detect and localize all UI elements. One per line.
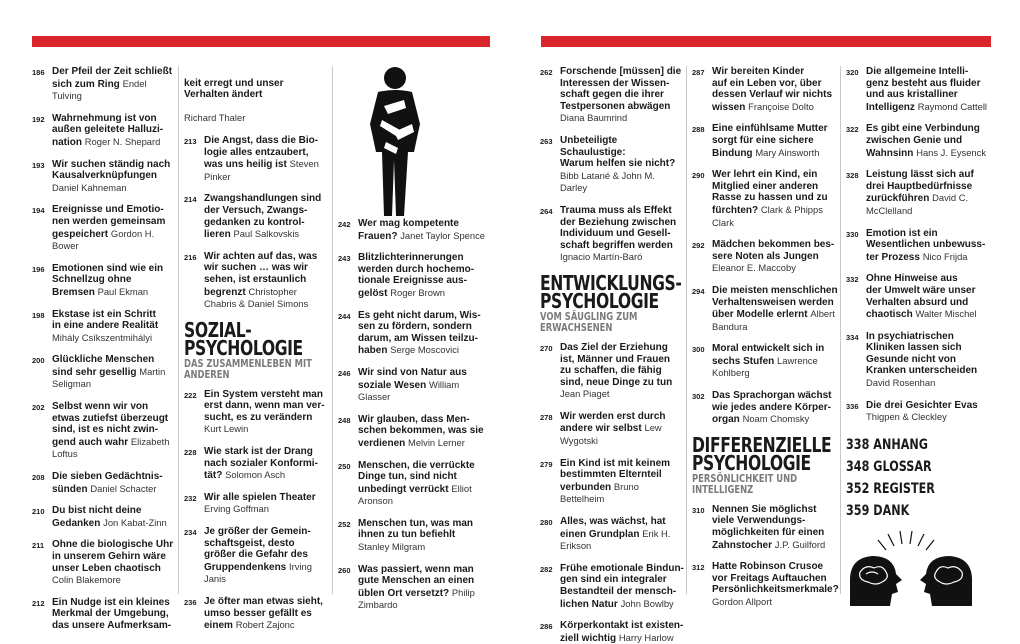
toc-entry-title (358, 310, 488, 357)
toc-entry-title (560, 205, 684, 264)
toc-entry-title-text: Die sieben Gedächtnis- sünden (52, 471, 163, 495)
toc-entry-title-text: Die drei Gesichter Evas (866, 399, 978, 411)
toc-entry-title-text: Ohne die biologische Uhr in unserem Gehirn wäre unser Leben chaotisch (52, 539, 174, 574)
toc-entry-author: Stanley Milgram (358, 541, 426, 553)
toc-entry-title (866, 169, 996, 217)
toc-entry[interactable] (692, 504, 838, 551)
toc-entry-author: Solomon Asch (225, 469, 286, 481)
toc-entry[interactable] (540, 342, 684, 401)
toc-entry[interactable] (692, 390, 838, 426)
toc-entry-author: Melvin Lerner (408, 436, 465, 448)
toc-entry[interactable] (32, 159, 176, 195)
toc-entry-author: Eleanor E. Maccoby (712, 262, 796, 274)
page-number: 334 (846, 332, 859, 342)
endmatter-register[interactable]: 352 REGISTER (846, 480, 935, 497)
toc-entry-author: Endel Tulving (52, 77, 147, 102)
toc-entry-title (866, 400, 996, 424)
toc-entry-title-text: Eine einfühlsame Mutter sorgt für eine sichere Bindung (712, 123, 828, 159)
toc-entry-title (52, 309, 176, 345)
toc-entry-title-text: Mädchen bekommen bes- sere Noten als Jungen (712, 239, 835, 262)
toc-entry-title-text: Unbeteiligte Schaulustige: Warum helfen sie nicht? (560, 134, 676, 170)
toc-entry-author: Albert Bandura (712, 308, 835, 332)
toc-entry-title-text: Moral entwickelt sich in sechs Stufen (712, 343, 825, 367)
toc-entry-title (204, 492, 330, 516)
toc-entry-author: David Rosenhan (866, 377, 936, 389)
toc-entry[interactable] (184, 193, 330, 240)
toc-entry-title-text: Menschen, die verrückte Dinge tun, sind nicht unbedingt verrückt (358, 459, 475, 495)
toc-entry-continued[interactable] (184, 66, 330, 125)
toc-entry-author: Bibb Latané & John M. Darley (560, 169, 655, 194)
section-title: ENTWICKLUNGS- PSYCHOLOGIE (540, 270, 682, 313)
section-subtitle: VOM SÄUGLING ZUM ERWACHSENEN (540, 310, 638, 334)
page-number: 248 (338, 415, 351, 425)
page-number: 278 (540, 412, 553, 422)
toc-entry-title: keit erregt und unser Verhalten ändert (184, 77, 284, 101)
toc-entry-author: Richard Thaler (184, 112, 246, 124)
page-number: 287 (692, 68, 705, 77)
toc-entry[interactable] (540, 620, 684, 644)
toc-entry-author: Hans J. Eysenck (916, 146, 987, 158)
toc-entry[interactable] (184, 251, 330, 311)
toc-entry[interactable] (540, 411, 684, 448)
toc-entry[interactable] (184, 389, 330, 436)
page-number: 216 (184, 252, 197, 262)
toc-entry-author: Mihály Csíkszentmihályi (52, 331, 153, 343)
toc-entry-title (712, 66, 838, 113)
toc-entry[interactable] (540, 516, 684, 553)
toc-entry-author: Paul Salkovskis (233, 228, 300, 240)
toc-entry-title (52, 597, 176, 632)
toc-entry[interactable] (32, 66, 176, 103)
page-number: 232 (184, 493, 197, 503)
toc-entry-title (866, 331, 996, 390)
toc-entry-title-text: Es geht nicht darum, Wis- sen zu fördern, sondern darum, am Wissen teilzu- haben (358, 309, 481, 357)
toc-entry[interactable] (846, 228, 996, 264)
toc-entry[interactable] (692, 239, 838, 275)
toc-entry-author: Raymond Cattell (917, 100, 987, 112)
toc-entry-title-text: Wir suchen ständig nach Kausalverknüpfungen (52, 158, 171, 182)
toc-entry[interactable] (540, 66, 684, 125)
toc-entry-title (560, 458, 684, 506)
endmatter-glossar[interactable]: 348 GLOSSAR (846, 458, 932, 475)
toc-entry-author: Nico Frijda (922, 250, 968, 262)
toc-entry-author: Erik H. Erikson (560, 527, 671, 552)
red-header-bar-left (32, 36, 490, 47)
toc-entry-author: Lew Wygotski (560, 422, 662, 447)
page-number: 228 (184, 448, 197, 458)
toc-entry-title (52, 354, 176, 391)
page-number: 332 (846, 275, 859, 285)
toc-entry-title-text: Alles, was wächst, hat einen Grundplan (560, 516, 666, 540)
endmatter-dank[interactable]: 359 DANK (846, 502, 910, 519)
toc-entry[interactable] (846, 273, 996, 320)
endmatter-anhang[interactable]: 338 ANHANG (846, 436, 928, 453)
page-number: 193 (32, 160, 45, 170)
toc-entry-title-text: Je größer der Gemein- schaftsgeist, desto größer die Gefahr des Gruppendenkens (204, 526, 311, 573)
toc-entry-title (204, 135, 330, 183)
section-heading-sozialpsychologie (184, 317, 330, 381)
page-number: 192 (32, 114, 45, 124)
toc-entry-title-text: Glückliche Menschen sind sehr gesellig (52, 354, 155, 378)
toc-entry[interactable] (692, 561, 838, 608)
toc-entry-title (358, 460, 488, 508)
page-number: 330 (846, 229, 859, 239)
toc-entry-author: Daniel Kahneman (52, 181, 127, 193)
toc-entry-title (712, 239, 838, 275)
toc-entry-title-text: Emotion ist ein Wesentlichen unbewuss- ter Prozess (866, 227, 986, 263)
page-number: 288 (692, 125, 705, 135)
toc-entry-title-text: Frühe emotionale Bindun- gen sind ein integraler Bestandteil der mensch- lichen Natur (560, 562, 684, 610)
toc-entry[interactable] (32, 539, 176, 586)
toc-entry[interactable] (846, 331, 996, 390)
toc-entry-title (204, 251, 330, 311)
toc-entry-author: John Bowlby (620, 597, 674, 609)
toc-entry-author: Elliot Aronson (358, 482, 472, 507)
toc-entry[interactable] (184, 446, 330, 482)
toc-entry[interactable] (846, 66, 996, 113)
page-number: 262 (540, 68, 553, 77)
toc-entry-title-text: Zwangshandlungen sind der Versuch, Zwangs- gedanken zu kontrol- lieren (204, 193, 322, 241)
column-divider (178, 66, 179, 594)
toc-entry-title (866, 228, 996, 264)
toc-entry[interactable] (338, 518, 488, 554)
toc-entry-title (52, 159, 176, 195)
toc-entry-author: Kurt Lewin (204, 423, 249, 435)
toc-entry-title-text: Wir werden erst durch andere wir selbst (560, 410, 666, 435)
toc-entry-author: Roger Brown (390, 286, 445, 298)
toc-entry[interactable] (846, 123, 996, 159)
page-number: 270 (540, 343, 553, 353)
toc-entry-title (712, 169, 838, 229)
toc-entry-author: Gordon H. Bower (52, 227, 155, 252)
section-title: DIFFERENZIELLE PSYCHOLOGIE (692, 432, 832, 475)
toc-entry-author: Jon Kabat-Zinn (103, 516, 167, 528)
toc-entry-author: Mary Ainsworth (755, 146, 820, 158)
toc-entry-author: Steven Pinker (204, 158, 319, 182)
toc-entry-title (52, 113, 176, 149)
toc-entry-author: Christopher Chabris & Daniel Simons (204, 285, 309, 310)
endmatter-list (846, 434, 996, 522)
page-number: 200 (32, 356, 45, 366)
toc-entry-title (358, 252, 488, 299)
red-header-bar-right (541, 36, 991, 47)
toc-entry-title-text: Leistung lässt sich auf drei Hauptbedürfnisse zurückführen (866, 169, 974, 205)
toc-entry-title-text: Ereignisse und Emotio- nen werden gemeinsam gespeichert (52, 204, 166, 240)
toc-entry[interactable] (184, 135, 330, 183)
toc-entry-title (866, 66, 996, 113)
page-number: 263 (540, 136, 553, 146)
toc-entry[interactable] (692, 285, 838, 333)
toc-entry-title-text: Wir glauben, dass Men- schen bekommen, was sie verdienen (358, 413, 484, 449)
toc-entry-author: Robert Zajonc (235, 619, 295, 631)
page-number: 282 (540, 564, 553, 574)
toc-entry-title (52, 263, 176, 299)
toc-entry-author: Noam Chomsky (742, 413, 810, 425)
toc-entry-title-text: Wir achten auf das, was wir suchen … was wir sehen, ist erstaunlich begrenzt (204, 250, 318, 298)
toc-entry-author: Jean Piaget (560, 388, 610, 400)
toc-entry[interactable] (184, 492, 330, 516)
toc-entry[interactable] (338, 564, 488, 612)
toc-entry-title-text: Was passiert, wenn man gute Menschen an einen üblen Ort versetzt? (358, 563, 475, 599)
toc-entry-author: Bruno Bettelheim (560, 480, 639, 505)
toc-entry[interactable] (540, 458, 684, 506)
toc-entry-author: Françoise Dolto (748, 100, 814, 112)
toc-entry-title-text: Wir bereiten Kinder auf ein Leben vor, über dessen Verlauf wir nichts wissen (712, 66, 833, 113)
toc-entry-title (560, 563, 684, 610)
toc-entry[interactable] (540, 205, 684, 264)
page-number: 246 (338, 368, 351, 378)
toc-entry-author: Diana Baumrind (560, 112, 628, 124)
toc-entry-author: Martin Seligman (52, 365, 166, 390)
toc-entry[interactable] (338, 310, 488, 357)
toc-entry[interactable] (692, 169, 838, 229)
toc-entry[interactable] (32, 354, 176, 391)
toc-entry-title (712, 561, 838, 608)
toc-entry-title-text: Emotionen sind wie ein Schnellzug ohne Bremsen (52, 262, 164, 298)
toc-entry-author: Serge Moscovici (390, 344, 460, 356)
toc-entry-author: Colin Blakemore (52, 574, 121, 586)
toc-entry-title (358, 564, 488, 612)
page-number: 279 (540, 459, 553, 469)
toc-column-3 (338, 66, 488, 611)
section-title: SOZIAL- PSYCHOLOGIE (184, 317, 303, 360)
toc-entry[interactable] (846, 169, 996, 217)
toc-entry-author: Clark & Phipps Clark (712, 203, 823, 228)
toc-entry-title-text: Wahrnehmung ist von außen geleitete Halluzi- nation (52, 112, 164, 148)
page-number: 243 (338, 254, 351, 264)
column-divider (686, 66, 687, 594)
toc-entry-author: Daniel Schacter (90, 482, 157, 494)
page-number: 186 (32, 68, 45, 77)
toc-entry-author: William Glasser (358, 378, 460, 403)
toc-entry[interactable] (32, 471, 176, 495)
toc-entry-title-text: Trauma muss als Effekt der Beziehung zwischen Individuum und Gesell- schaft begriffen werden (560, 204, 677, 251)
toc-entry-title (204, 526, 330, 586)
toc-entry[interactable] (32, 505, 176, 529)
page-number: 336 (846, 401, 859, 411)
page-number: 264 (540, 206, 553, 216)
toc-entry-title (560, 66, 684, 125)
page-number: 290 (692, 171, 705, 181)
page-number: 210 (32, 507, 45, 517)
toc-entry-title-text: Nennen Sie möglichst viele Verwendungs- möglichkeiten für einen Zahnstocher (712, 503, 825, 551)
page-number: 196 (32, 264, 45, 274)
toc-entry-title-text: Je öfter man etwas sieht, umso besser gefällt es einem (204, 596, 323, 632)
toc-entry-title-text: Wer mag kompetente Frauen? (358, 218, 459, 242)
toc-entry-title-text: Das Ziel der Erziehung ist, Männer und Frauen zu schaffen, die fähig sind, neue Dinge zu tun (560, 341, 673, 388)
toc-entry[interactable] (846, 400, 996, 424)
toc-entry-author: Lawrence Kohlberg (712, 354, 818, 379)
toc-entry-author: Harry Harlow (618, 631, 674, 643)
page-number: 234 (184, 528, 197, 538)
section-heading-differenzielle-psychologie (692, 432, 838, 496)
toc-entry-title-text: Körperkontakt ist existen- ziell wichtig (560, 620, 684, 644)
toc-entry-title-text: Das Sprachorgan wächst wie jedes andere Körper- organ (712, 390, 832, 426)
toc-entry-author: Paul Ekman (97, 285, 149, 297)
toc-entry[interactable] (32, 597, 176, 632)
page-number: 198 (32, 310, 45, 320)
toc-entry-author: Philip Zimbardo (358, 586, 475, 611)
page-number: 280 (540, 518, 553, 528)
toc-entry-title-text: Hatte Robinson Crusoe vor Freitags Auftauchen Persönlichkeitsmerkmale? (712, 561, 839, 596)
toc-entry[interactable] (184, 526, 330, 586)
toc-entry[interactable] (540, 563, 684, 610)
toc-entry-title (358, 367, 488, 404)
toc-entry-title (560, 620, 684, 644)
page-number: 194 (32, 206, 45, 216)
page-number: 244 (338, 311, 351, 321)
toc-entry-title (560, 342, 684, 401)
toc-entry[interactable] (32, 401, 176, 461)
toc-entry-title (204, 596, 330, 632)
toc-entry-title (52, 66, 176, 103)
page-number: 322 (846, 125, 859, 135)
toc-entry-title-text: Ein Nudge ist ein kleines Merkmal der Umgebung, das unsere Aufmerksam- (52, 596, 172, 631)
toc-entry-title (712, 123, 838, 159)
page-number: 222 (184, 390, 197, 400)
toc-entry-title (560, 516, 684, 553)
toc-entry-title (712, 343, 838, 380)
toc-entry-title (52, 401, 176, 461)
toc-entry[interactable] (338, 218, 488, 242)
toc-entry-title-text: Ekstase ist ein Schritt in eine andere Realität (52, 308, 159, 332)
toc-entry-author: Ignacio Martín-Baró (560, 251, 643, 263)
page-number: 294 (692, 286, 705, 296)
toc-entry[interactable] (32, 204, 176, 252)
toc-entry-title-text: Es gibt eine Verbindung zwischen Genie und Wahnsinn (866, 123, 980, 159)
page-number: 260 (338, 565, 351, 575)
toc-column-1 (32, 66, 176, 631)
column-divider (840, 66, 841, 594)
toc-entry-author: Roger N. Shepard (84, 135, 161, 147)
column-divider (332, 66, 333, 594)
page-number: 320 (846, 68, 859, 77)
page-number: 286 (540, 622, 553, 632)
toc-entry-title (358, 518, 488, 554)
page-number: 300 (692, 345, 705, 355)
toc-entry-title (52, 471, 176, 495)
page-number: 302 (692, 392, 705, 402)
toc-entry-author: Irving Janis (204, 560, 312, 585)
toc-entry-title-text: Wir sind von Natur aus soziale Wesen (358, 366, 467, 391)
toc-column-4 (540, 66, 684, 644)
toc-entry-author: Thigpen & Cleckley (866, 411, 947, 423)
silhouette-figure-icon (338, 66, 488, 218)
toc-entry-title-text: Wer lehrt ein Kind, ein Mitglied einer anderen Rasse zu hassen und zu fürchten? (712, 169, 828, 216)
toc-entry[interactable] (184, 596, 330, 632)
toc-entry-title (52, 204, 176, 252)
toc-entry-author: Erving Goffman (204, 503, 269, 515)
page-number: 250 (338, 461, 351, 471)
toc-entry[interactable] (32, 263, 176, 299)
toc-entry-author: J.P. Guilford (774, 538, 826, 550)
toc-entry[interactable] (338, 414, 488, 450)
page-number: 242 (338, 220, 351, 229)
two-heads-icon (846, 528, 996, 608)
toc-entry[interactable] (338, 460, 488, 508)
page-number: 236 (184, 598, 197, 607)
toc-entry-author: Walter Mischel (915, 308, 977, 320)
section-subtitle: DAS ZUSAMMENLEBEN MIT ANDEREN (184, 357, 312, 381)
toc-entry-title (358, 218, 488, 242)
toc-entry-title-text: In psychiatrischen Kliniken lassen sich Gesunde nicht von Kranken unterscheiden (866, 330, 978, 377)
toc-entry-title (52, 505, 176, 529)
page-number: 312 (692, 563, 705, 573)
toc-entry-title-text: Ohne Hinweise aus der Umwelt wäre unser Verhalten absurd und chaotisch (866, 273, 976, 321)
toc-entry-title (712, 285, 838, 333)
page-number: 211 (32, 541, 45, 551)
toc-entry-title-text: Ein System versteht man erst dann, wenn man ver- sucht, es zu verändern (204, 388, 325, 423)
toc-entry-title-text: Du bist nicht deine Gedanken (52, 505, 142, 529)
page-number: 213 (184, 136, 197, 146)
toc-entry-title-text: Selbst wenn wir von etwas zutiefst überzeugt sind, ist es nicht zwin- gend auch wahr (52, 401, 169, 448)
toc-entry-author: David C. McClelland (866, 192, 969, 216)
page-number: 328 (846, 171, 859, 181)
toc-entry-title (358, 414, 488, 450)
toc-entry[interactable] (338, 252, 488, 299)
section-heading-entwicklungspsychologie (540, 270, 684, 334)
toc-entry[interactable] (692, 123, 838, 159)
toc-entry-title (204, 193, 330, 240)
toc-entry-title-text: Blitzlichterinnerungen werden durch hochemo- tionale Ereignisse aus- gelöst (358, 252, 475, 299)
section-subtitle: PERSÖNLICHKEIT UND INTELLIGENZ (692, 472, 798, 496)
toc-entry-author: Gordon Allport (712, 596, 772, 607)
toc-entry-title-text: Forschende [müssen] die Interessen der Wissen- schaft gegen die ihrer Testpersonen abwägen (560, 66, 682, 112)
toc-entry-title-text: Die meisten menschlichen Verhaltensweisen werden über Modelle erlernt (712, 284, 838, 321)
toc-entry-title (560, 411, 684, 448)
toc-entry-title (560, 135, 684, 195)
toc-entry-title-text: Wie stark ist der Drang nach sozialer Konformi- tät? (204, 446, 318, 482)
toc-entry[interactable] (692, 66, 838, 113)
toc-column-2 (184, 66, 330, 632)
page-number: 202 (32, 403, 45, 413)
page-number: 212 (32, 598, 45, 608)
toc-entry-title-text: Wir alle spielen Theater (204, 491, 316, 503)
toc-entry-title-text: Menschen tun, was man ihnen zu tun befiehlt (358, 517, 474, 541)
toc-column-6 (846, 66, 996, 611)
toc-entry[interactable] (338, 367, 488, 404)
toc-entry-title (712, 390, 838, 426)
page-number: 252 (338, 519, 351, 529)
page-number: 214 (184, 195, 197, 205)
page-number: 208 (32, 473, 45, 483)
toc-entry[interactable] (692, 343, 838, 380)
toc-entry-author: Janet Taylor Spence (400, 229, 486, 241)
page-number: 292 (692, 241, 705, 251)
toc-entry-title (866, 273, 996, 320)
toc-entry[interactable] (32, 309, 176, 345)
toc-entry-title-text: Die allgemeine Intelli- genz besteht aus fluider und aus kristalliner Intelligenz (866, 66, 981, 113)
toc-entry-title-text: Der Pfeil der Zeit schließt sich zum Ring (52, 66, 173, 90)
toc-entry-author: Elizabeth Loftus (52, 435, 170, 460)
toc-entry-title-text: Ein Kind ist mit keinem bestimmten Elternteil verbunden (560, 457, 671, 493)
toc-entry-title (712, 504, 838, 551)
toc-entry-title-text: Die Angst, dass die Bio- logie alles entzaubert, was uns heilig ist (204, 134, 319, 171)
toc-column-5 (692, 66, 838, 611)
toc-entry[interactable] (540, 135, 684, 195)
toc-entry-title (204, 446, 330, 482)
toc-entry-title (204, 389, 330, 436)
toc-entry[interactable] (32, 113, 176, 149)
toc-entry-title (866, 123, 996, 159)
toc-entry-title (52, 539, 176, 586)
page-number: 310 (692, 505, 705, 515)
